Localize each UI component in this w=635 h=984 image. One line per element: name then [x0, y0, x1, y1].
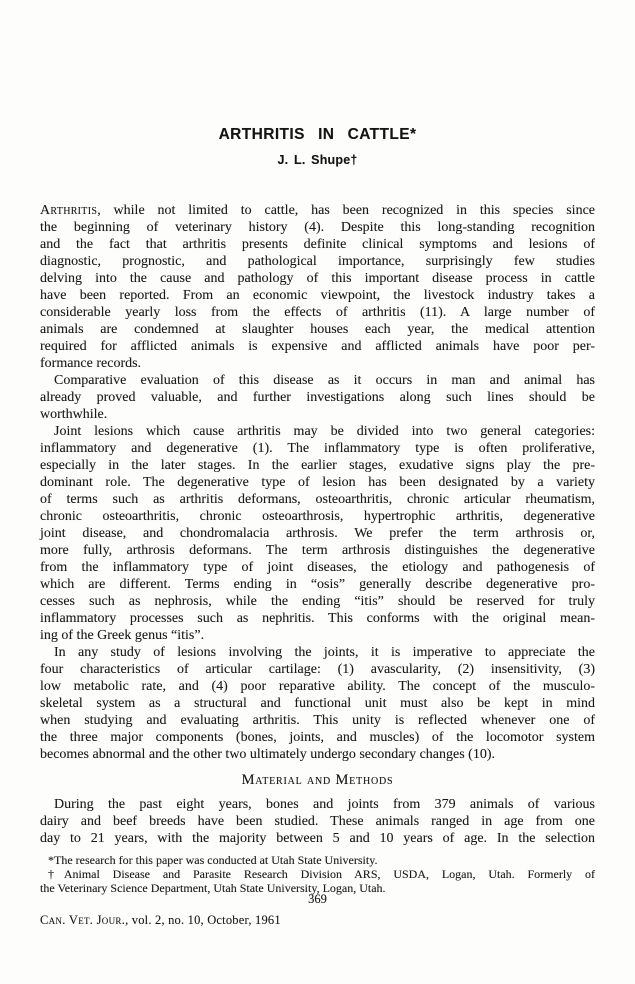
article-author: J. L. Shupe†: [277, 153, 358, 167]
text-line: dominant role. The degenerative type of lesion has been designated by a variety: [40, 475, 595, 490]
footnote: [40, 853, 595, 867]
body-paragraph: [40, 796, 595, 847]
text-line: becomes abnormal and the other two ultimately undergo secondary changes (10).: [40, 747, 495, 762]
text-line: inflammatory processes such as nephritis. This conforms with the original mean-: [40, 611, 595, 626]
text-line: the three major components (bones, joints, and muscles) of the locomotor system: [40, 730, 595, 745]
text-line: delving into the cause and pathology of this important disease process in cattle: [40, 271, 595, 286]
text-line: from the inflammatory type of joint diseases, the etiology and pathogenesis of: [40, 560, 595, 575]
text-line: which are different. Terms ending in “osis” generally describe degenerative pro-: [40, 577, 595, 592]
text-line: †Animal Disease and Parasite Research Division ARS, USDA, Logan, Utah. Formerly of: [48, 867, 595, 881]
article-title: ARTHRITIS IN CATTLE*: [218, 126, 417, 144]
text-line: skeletal system as a structural and functional unit must also be kept in mind: [40, 696, 595, 711]
text-line: when studying and evaluating arthritis. This unity is reflected whenever one of: [40, 713, 595, 728]
text-line: In any study of lesions involving the joints, it is imperative to appreciate the: [54, 645, 595, 660]
text-line: Arthritis, while not limited to cattle, has been recognized in this species since: [40, 203, 595, 218]
text-line: inflammatory and degenerative (1). The inflammatory type is often proliferative,: [40, 441, 595, 456]
text-line: diagnostic, prognostic, and pathological importance, surprisingly few studies: [40, 254, 595, 269]
text-line: cesses such as nephrosis, while the ending “itis” should be reserved for truly: [40, 594, 595, 609]
footnotes: [40, 853, 595, 895]
text-line: four characteristics of articular cartilage: (1) avascularity, (2) insensitivity, (3): [40, 662, 595, 677]
smallcaps-lead-word: Arthritis: [40, 203, 98, 218]
text-line: Comparative evaluation of this disease as it occurs in man and animal has: [54, 373, 595, 388]
body-paragraph: [40, 202, 595, 372]
body-paragraph: [40, 423, 595, 644]
text-line: and the fact that arthritis presents definite clinical symptoms and lesions of: [40, 237, 595, 252]
article-body: [40, 202, 595, 895]
page-number: 369: [308, 892, 327, 906]
journal-issue-info: , vol. 2, no. 10, October, 1961: [125, 913, 281, 927]
footnote: [40, 867, 595, 895]
text-line: *The research for this paper was conducted at Utah State University.: [48, 853, 378, 867]
intro-paragraphs: [40, 202, 595, 763]
text-line: of terms such as arthritis deformans, osteoarthritis, chronic articular rheumatism,: [40, 492, 595, 507]
text-line: During the past eight years, bones and joints from 379 animals of various: [54, 797, 595, 812]
body-paragraph: [40, 372, 595, 423]
journal-footer: [40, 913, 281, 928]
text-line: Joint lesions which cause arthritis may be divided into two general categories:: [54, 424, 595, 439]
body-paragraph: [40, 644, 595, 763]
text-line: chronic osteoarthritis, chronic osteoarthrosis, hypertrophic arthritis, degenerative: [40, 509, 595, 524]
text-line: have been reported. From an economic viewpoint, the livestock industry takes a: [40, 288, 595, 303]
text-line: already proved valuable, and further investigations along such lines should be: [40, 390, 595, 405]
text-line: low metabolic rate, and (4) poor reparative ability. The concept of the musculo-: [40, 679, 595, 694]
text-line: the Veterinary Science Department, Utah State University, Logan, Utah.: [40, 881, 386, 895]
text-line: the beginning of veterinary history (4). Despite this long-standing recognition: [40, 220, 595, 235]
methods-paragraphs: [40, 796, 595, 847]
text-line: especially in the later stages. In the earlier stages, exudative signs play the pre-: [40, 458, 595, 473]
text-line: animals are condemned at slaughter houses each year, the medical attention: [40, 322, 595, 337]
section-heading-material-and-methods: Material and Methods: [241, 772, 394, 788]
text-line: considerable yearly loss from the effects of arthritis (11). A large number of: [40, 305, 595, 320]
text-line: worthwhile.: [40, 407, 108, 422]
text-line: required for afflicted animals is expensive and afflicted animals have poor per-: [40, 339, 595, 354]
text-line: joint disease, and chondromalacia arthrosis. We prefer the term arthrosis or,: [40, 526, 595, 541]
text-line: formance records.: [40, 356, 142, 371]
text-line: dairy and beef breeds have been studied. These animals ranged in age from one: [40, 814, 595, 829]
text-line: day to 21 years, with the majority between 5 and 10 years of age. In the selection: [40, 831, 595, 846]
journal-name: Can. Vet. Jour.: [40, 913, 126, 927]
text-line: more fully, arthrosis deformans. The term arthrosis distinguishes the degenerative: [40, 543, 595, 558]
text-line: ing of the Greek genus “itis”.: [40, 628, 205, 643]
